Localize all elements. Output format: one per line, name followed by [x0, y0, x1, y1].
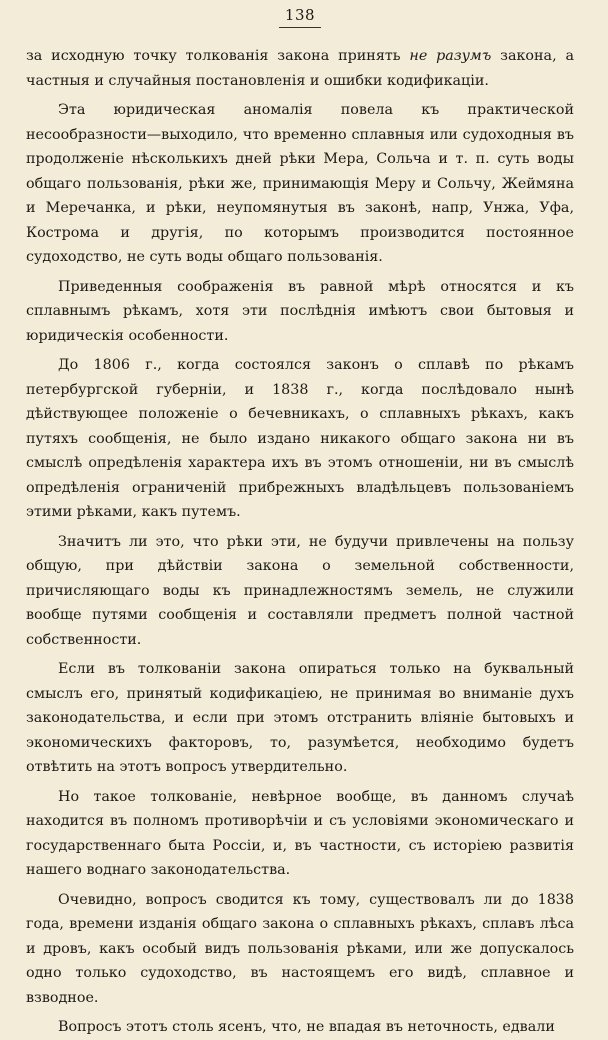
paragraph-3: Приведенныя соображенія въ равной мѣрѣ относятся и къ сплавнымъ рѣкамъ, хотя эти послѣднія имѣютъ свои бытовыя и юридическія особенности.	[26, 278, 574, 344]
paragraph-1	[26, 44, 574, 93]
paragraph-9: Вопросъ этотъ столь ясенъ, что, не впадая въ неточность, едвали	[58, 1019, 555, 1035]
paragraph-1-text-end: закона, а частныя и случайныя постановленія и ошибки кодификаціи.	[26, 48, 574, 89]
paragraph-5: Значитъ ли это, что рѣки эти, не будучи привлечены на пользу общую, при дѣйствіи закона о земельной собственности, причисляющаго воды къ принадлежностямъ земель, не служили вообще путями сообщенія и составляли предметъ полной частной собственности.	[26, 533, 574, 648]
paragraph-4: До 1806 г., когда состоялся законъ о сплавѣ по рѣкамъ петербургской губерніи, и 1838 г., когда послѣдовало нынѣ дѣйствующее положеніе о бечевникахъ, о сплавныхъ рѣкахъ, какъ путяхъ сообщенія, не было издано никакого общаго закона ни въ смыслѣ опредѣленія характера ихъ въ этомъ отношеніи, ни въ смыслѣ опредѣленія ограниченій прибрежныхъ владѣльцевъ пользованіемъ этими рѣками, какъ путемъ.	[26, 357, 574, 520]
page-number: 138	[279, 4, 321, 28]
paragraph-7: Но такое толкованіе, невѣрное вообще, въ данномъ случаѣ находится въ полномъ противорѣчіи и съ условіями экономическаго и государственнаго быта Россіи, и, въ частности, съ исторіею развитія нашего воднаго законодательства.	[26, 788, 574, 878]
emphasized-phrase: не разумъ	[409, 48, 492, 64]
paragraph-8: Очевидно, вопросъ сводится къ тому, существовалъ ли до 1838 года, времени изданія общаго закона о сплавныхъ рѣкахъ, сплавъ лѣса и дровъ, какъ особый видъ пользованія рѣками, или же допускалось одно только судоходство, въ настоящемъ его видѣ, сплавное и взводное.	[26, 891, 574, 1006]
paragraph-6: Если въ толкованіи закона опираться только на буквальный смыслъ его, принятый кодификаціею, не принимая во вниманіе духъ законодательства, и если при этомъ отстранить вліяніе бытовыхъ и экономическихъ факторовъ, то, разумѣется, необходимо будетъ отвѣтить на этотъ вопросъ утвердительно.	[26, 661, 574, 775]
paragraph-1-text-start: за исходную точку толкованія закона принять	[26, 48, 410, 64]
body-text	[26, 44, 574, 1040]
page-header	[26, 4, 574, 44]
paragraph-2: Эта юридическая аномалія повела къ практической несообразности—выходило, что временно сплавныя или судоходныя въ продолженіе нѣсколькихъ дней рѣки Мера, Сольча и т. п. суть воды общаго пользованія, рѣки же, принимающія Меру и Сольчу, Жеймяна и Меречанка, и рѣки, неупомянутыя въ законѣ, напр, Унжа, Уфа, Кострома и другія, по которымъ производится постоянное судоходство, не суть воды общаго пользованія.	[26, 102, 574, 265]
